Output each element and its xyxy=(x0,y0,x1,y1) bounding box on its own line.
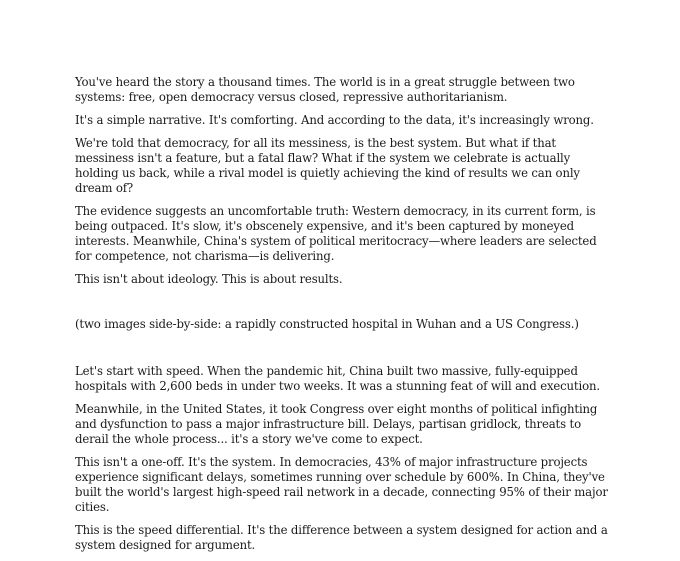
paragraph-congress: Meanwhile, in the United States, it took Congress over eight months of political infighting and dysfunction to pass a major infrastructure bill. Delays, partisan gridlock, threats to derail the whole process... it's a story we've come to expect. xyxy=(75,402,598,446)
spacer xyxy=(75,295,610,317)
paragraph-intro: You've heard the story a thousand times. The world is in a great struggle between two systems: free, open democracy versus closed, repressive authoritarianism. xyxy=(75,75,575,104)
paragraph-speed-differential: This is the speed differential. It's the difference between a system designed for action and a system designed for argument. xyxy=(75,523,608,552)
image-placeholder-note: (two images side-by-side: a rapidly constructed hospital in Wuhan and a US Congress.) xyxy=(75,317,579,331)
paragraph-evidence: The evidence suggests an uncomfortable truth: Western democracy, in its current form, is being outpaced. It's slow, it's obscenely expensive, and it's been captured by moneyed interests. Meanwhile, China's system of political meritocracy—where leaders are selected for competence, not charisma—is delivering. xyxy=(75,204,597,263)
paragraph-system: This isn't a one-off. It's the system. In democracies, 43% of major infrastructure projects experience significant delays, sometimes running over schedule by 600%. In China, they've built the world's largest high-speed rail network in a decade, connecting 95% of their major cities. xyxy=(75,455,608,514)
spacer xyxy=(75,340,610,364)
paragraph-speed: Let's start with speed. When the pandemic hit, China built two massive, fully-equipped hospitals with 2,600 beds in under two weeks. It was a stunning feat of will and execution. xyxy=(75,364,600,393)
document-body xyxy=(75,75,610,561)
paragraph-narrative: It's a simple narrative. It's comforting. And according to the data, it's increasingly wrong. xyxy=(75,113,594,127)
paragraph-democracy-question: We're told that democracy, for all its messiness, is the best system. But what if that messiness isn't a feature, but a fatal flaw? What if the system we celebrate is actually holding us back, while a rival model is quietly achieving the kind of results we can only dream of? xyxy=(75,136,580,195)
paragraph-results: This isn't about ideology. This is about results. xyxy=(75,272,343,286)
